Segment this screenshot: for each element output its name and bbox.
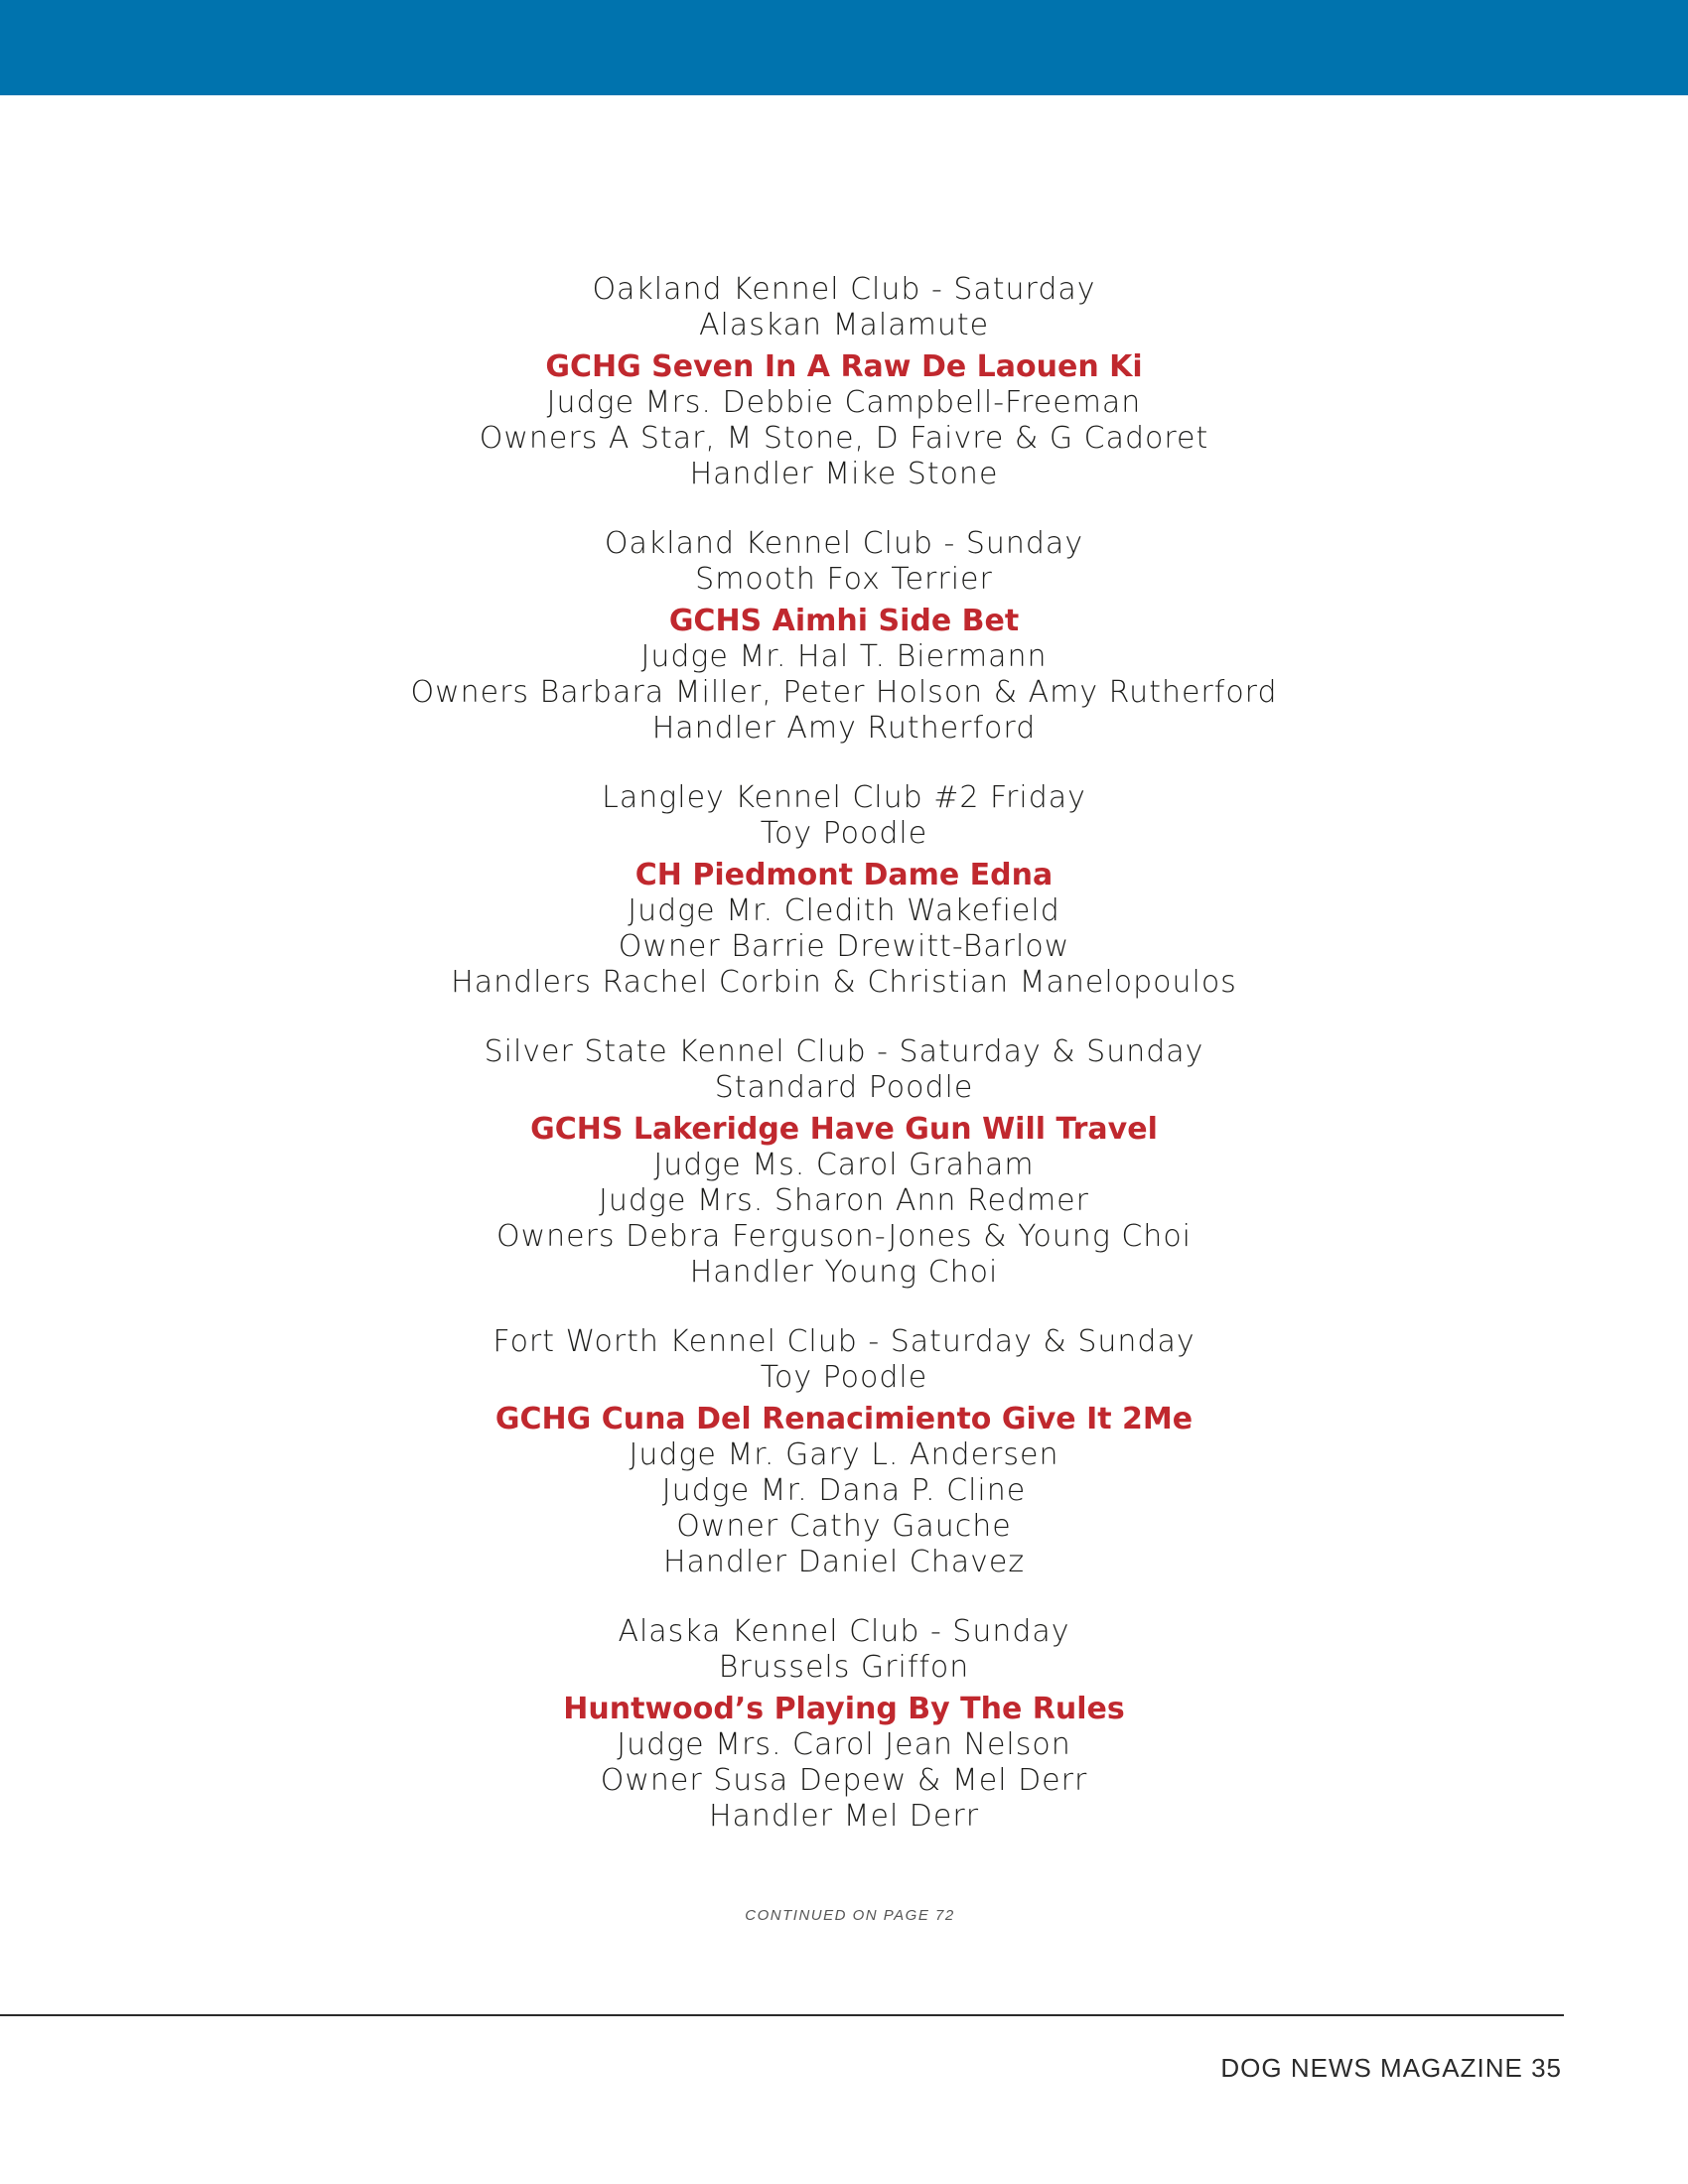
judge-line: Judge Mr. Dana P. Cline [661, 1473, 1027, 1508]
dog-name: GCHG Seven In A Raw De Laouen Ki [545, 349, 1143, 384]
dog-name: Huntwood’s Playing By The Rules [563, 1692, 1125, 1726]
judge-line: Judge Mrs. Sharon Ann Redmer [599, 1183, 1089, 1218]
breed-name: Toy Poodle [760, 1360, 928, 1395]
club-name: Fort Worth Kennel Club - Saturday & Sunday [492, 1324, 1196, 1359]
result-entry [0, 272, 1688, 492]
handler-line: Handler Amy Rutherford [651, 711, 1037, 746]
breed-name: Toy Poodle [760, 816, 928, 851]
owner-line: Owners Barbara Miller, Peter Holson & Amy Rutherford [410, 675, 1278, 710]
breed-name: Brussels Griffon [718, 1650, 970, 1685]
dog-name: GCHS Aimhi Side Bet [668, 604, 1020, 638]
breed-name: Alaskan Malamute [698, 308, 990, 342]
results-list [0, 272, 1688, 1868]
owner-line: Owner Cathy Gauche [676, 1509, 1012, 1544]
judge-line: Judge Mrs. Debbie Campbell-Freeman [546, 385, 1142, 420]
club-name: Alaska Kennel Club - Sunday [618, 1614, 1070, 1649]
continued-note: CONTINUED ON PAGE 72 [745, 1907, 955, 1924]
page-footer: DOG NEWS MAGAZINE 35 [1220, 2053, 1562, 2083]
result-entry [0, 526, 1688, 747]
handler-line: Handler Mike Stone [689, 457, 999, 491]
header-band [0, 0, 1688, 95]
owner-line: Owners A Star, M Stone, D Faivre & G Cadoret [479, 421, 1209, 456]
dog-name: GCHS Lakeridge Have Gun Will Travel [530, 1112, 1158, 1147]
dog-name: CH Piedmont Dame Edna [634, 858, 1054, 892]
footer-divider [0, 2014, 1564, 2016]
club-name: Oakland Kennel Club - Saturday [592, 272, 1096, 307]
result-entry [0, 1324, 1688, 1580]
result-entry [0, 780, 1688, 1001]
owner-line: Owner Susa Depew & Mel Derr [600, 1763, 1088, 1798]
owner-line: Owners Debra Ferguson-Jones & Young Choi [495, 1219, 1193, 1254]
breed-name: Smooth Fox Terrier [695, 562, 993, 597]
judge-line: Judge Ms. Carol Graham [653, 1148, 1035, 1182]
handler-line: Handler Daniel Chavez [662, 1545, 1026, 1579]
result-entry [0, 1614, 1688, 1835]
judge-line: Judge Mr. Hal T. Biermann [640, 639, 1048, 674]
handler-line: Handler Mel Derr [708, 1799, 980, 1834]
result-entry [0, 1034, 1688, 1291]
owner-line: Owner Barrie Drewitt-Barlow [618, 929, 1070, 964]
club-name: Langley Kennel Club #2 Friday [602, 780, 1086, 815]
judge-line: Judge Mrs. Carol Jean Nelson [617, 1727, 1071, 1762]
club-name: Silver State Kennel Club - Saturday & Sunday [484, 1034, 1204, 1069]
judge-line: Judge Mr. Gary L. Andersen [629, 1437, 1059, 1472]
judge-line: Judge Mr. Cledith Wakefield [628, 893, 1060, 928]
handler-line: Handler Young Choi [689, 1255, 999, 1290]
breed-name: Standard Poodle [714, 1070, 974, 1105]
handler-line: Handlers Rachel Corbin & Christian Manelopoulos [451, 965, 1237, 1000]
dog-name: GCHG Cuna Del Renacimiento Give It 2Me [494, 1402, 1194, 1436]
club-name: Oakland Kennel Club - Sunday [604, 526, 1084, 561]
